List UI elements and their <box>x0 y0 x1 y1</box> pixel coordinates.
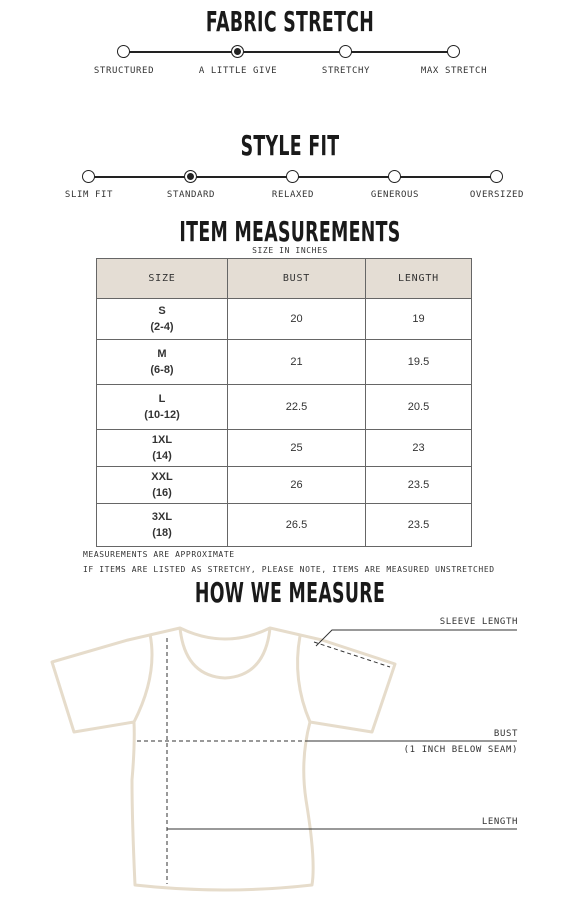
approximate-note: MEASUREMENTS ARE APPROXIMATE <box>83 550 235 559</box>
length-column-header: LENGTH <box>366 259 472 299</box>
bust-value: 22.5 <box>228 385 366 430</box>
style-fit-label: STANDARD <box>166 190 216 200</box>
how-we-measure-title: HOW WE MEASURE <box>194 576 386 609</box>
numeric-size: (16) <box>152 487 172 499</box>
length-value: 23.5 <box>366 467 472 504</box>
bust-value: 25 <box>228 430 366 467</box>
numeric-size: (18) <box>152 527 172 539</box>
tshirt-right-armhole <box>298 636 310 722</box>
numeric-size: (14) <box>152 450 172 462</box>
length-value: 19.5 <box>366 340 472 385</box>
bust-sublabel: (1 INCH BELOW SEAM) <box>403 745 518 755</box>
length-value: 23.5 <box>366 504 472 547</box>
length-value: 23 <box>366 430 472 467</box>
tshirt-neckline <box>180 628 270 678</box>
style-fit-title: STYLE FIT <box>240 129 340 162</box>
length-value: 20.5 <box>366 385 472 430</box>
style-fit-label: RELAXED <box>271 190 315 200</box>
length-label: LENGTH <box>481 817 518 827</box>
bust-label: BUST <box>493 729 518 739</box>
size-label: M <box>157 348 167 360</box>
size-label: 1XL <box>151 434 173 446</box>
size-column-header: SIZE <box>97 259 228 299</box>
unstretched-note: IF ITEMS ARE LISTED AS STRETCHY, PLEASE NOTE, ITEMS ARE MEASURED UNSTRETCHED <box>83 565 495 574</box>
sleeve-length-label: SLEEVE LENGTH <box>439 617 518 627</box>
size-unit-subtitle: SIZE IN INCHES <box>252 246 328 255</box>
tshirt-left-armhole <box>134 634 152 722</box>
style-fit-label: OVERSIZED <box>469 190 525 200</box>
length-value: 19 <box>366 299 472 340</box>
tshirt-outline <box>52 628 395 890</box>
numeric-size: (2-4) <box>150 321 174 333</box>
size-label: S <box>158 305 166 317</box>
style-fit-label: SLIM FIT <box>64 190 114 200</box>
bust-value: 20 <box>228 299 366 340</box>
bust-value: 26 <box>228 467 366 504</box>
numeric-size: (6-8) <box>150 364 174 376</box>
bust-column-header: BUST <box>228 259 366 299</box>
size-label: L <box>158 393 166 405</box>
numeric-size: (10-12) <box>144 409 180 421</box>
item-measurements-title: ITEM MEASUREMENTS <box>179 215 401 248</box>
sleeve-callout-leader <box>316 630 517 646</box>
bust-value: 21 <box>228 340 366 385</box>
fabric-stretch-label: A LITTLE GIVE <box>198 66 278 76</box>
size-label: 3XL <box>151 511 173 523</box>
fabric-stretch-label: STRETCHY <box>321 66 371 76</box>
fabric-stretch-title: FABRIC STRETCH <box>205 5 375 38</box>
style-fit-label: GENEROUS <box>370 190 420 200</box>
sleeve-measure-line <box>314 642 390 667</box>
bust-value: 26.5 <box>228 504 366 547</box>
fabric-stretch-label: MAX STRETCH <box>420 66 488 76</box>
size-label: XXL <box>151 471 173 483</box>
fabric-stretch-label: STRUCTURED <box>93 66 155 76</box>
